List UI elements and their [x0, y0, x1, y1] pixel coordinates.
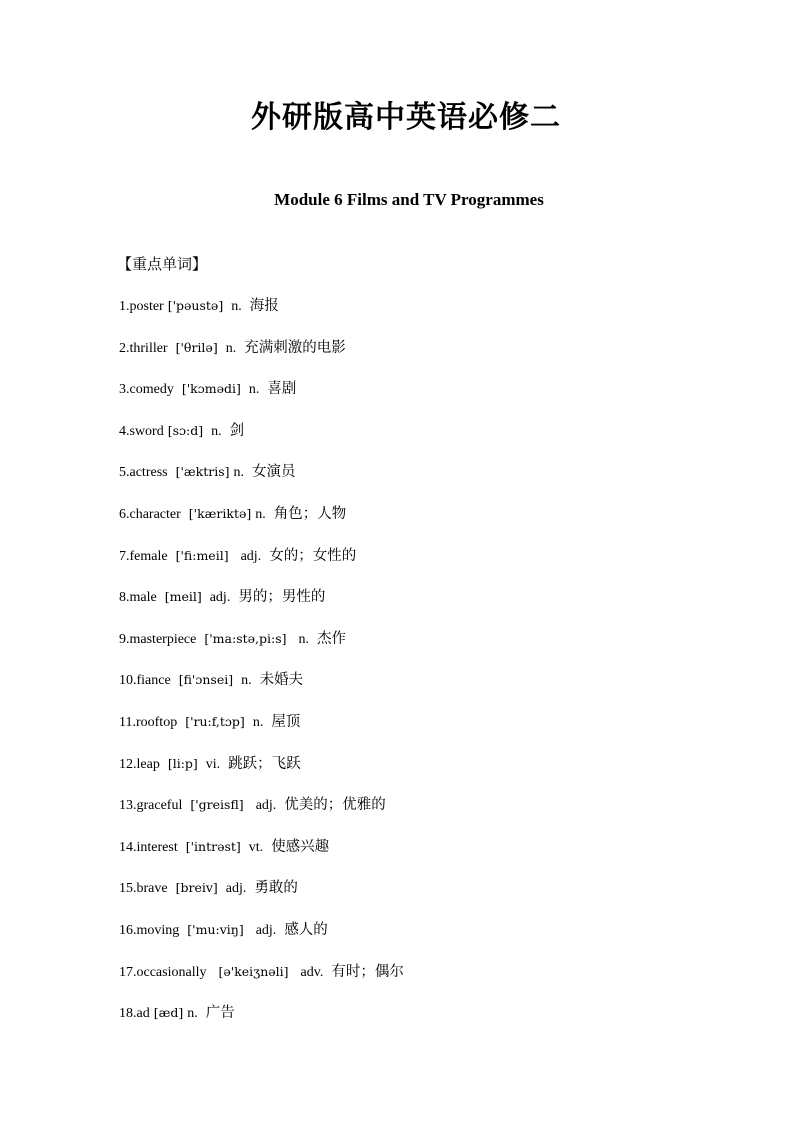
vocab-item [119, 460, 404, 502]
vocab-item [119, 960, 404, 1002]
vocab-item [119, 377, 404, 419]
vocab-phonetic: ['kæriktə] [188, 505, 252, 521]
vocab-item [119, 876, 404, 918]
vocab-term: 4.sword [119, 423, 164, 439]
vocab-term: 7.female [119, 548, 168, 564]
vocab-meaning: 男的；男性的 [238, 589, 326, 606]
vocab-item [119, 752, 404, 794]
vocab-part-of-speech: adj. [225, 881, 247, 897]
vocab-item [119, 835, 404, 877]
vocab-part-of-speech: adj. [255, 922, 277, 938]
vocab-term: 10.fiance [119, 673, 171, 689]
vocab-term: 5.actress [119, 465, 168, 481]
vocab-item [119, 419, 404, 461]
vocab-meaning: 屋顶 [271, 713, 301, 730]
vocab-phonetic: [sɔ:d] [167, 422, 204, 438]
vocab-phonetic: ['ma:stə,pi:s] [204, 630, 287, 646]
vocab-meaning: 未婚夫 [259, 672, 304, 689]
vocab-phonetic: ['θrilə] [175, 339, 218, 355]
vocab-phonetic: [æd] [153, 1005, 184, 1021]
vocab-phonetic: ['mu:viŋ] [187, 921, 244, 937]
vocab-item [119, 793, 404, 835]
vocab-meaning: 优美的；优雅的 [284, 797, 386, 814]
vocab-meaning: 使感兴趣 [271, 838, 330, 855]
vocab-phonetic: ['pəustə] [167, 298, 224, 313]
vocab-meaning: 跳跃；飞跃 [228, 755, 301, 772]
vocab-part-of-speech: n. [211, 423, 222, 439]
vocab-term: 1.poster [119, 299, 164, 314]
vocab-phonetic: ['fi:meil] [175, 547, 229, 563]
vocab-term: 6.character [119, 506, 181, 522]
vocab-term: 9.masterpiece [119, 631, 197, 647]
vocab-part-of-speech: adj. [209, 590, 231, 606]
vocab-item [119, 627, 404, 669]
vocab-meaning: 充满刺激的电影 [244, 339, 346, 356]
vocab-part-of-speech: vt. [248, 839, 264, 855]
vocab-item [119, 710, 404, 752]
vocab-item [119, 336, 404, 378]
vocab-phonetic: [meil] [164, 589, 202, 605]
document-title: 外研版高中英语必修二 [251, 100, 561, 135]
vocab-term: 8.male [119, 590, 157, 606]
vocab-phonetic: ['kɔmədi] [181, 381, 241, 397]
module-subtitle: Module 6 Films and TV Programmes [274, 190, 544, 209]
vocab-item [119, 294, 404, 336]
vocab-phonetic: [li:p] [167, 755, 198, 771]
vocab-part-of-speech: adj. [240, 548, 262, 564]
vocab-part-of-speech: n. [233, 465, 245, 481]
vocab-meaning: 女演员 [252, 464, 296, 481]
vocab-meaning: 杰作 [317, 630, 347, 647]
vocab-item [119, 585, 404, 627]
vocab-item [119, 668, 404, 710]
vocab-meaning: 勇敢的 [254, 880, 298, 897]
vocab-phonetic: ['greisfl] [190, 797, 244, 813]
vocab-term: 13.graceful [119, 798, 183, 814]
vocab-term: 16.moving [119, 922, 180, 938]
vocab-term: 14.interest [119, 839, 178, 855]
vocab-part-of-speech: n. [241, 673, 252, 689]
vocab-phonetic: [fi'ɔnsei] [178, 672, 234, 688]
vocab-phonetic: ['ru:f,tɔp] [185, 713, 245, 729]
vocab-part-of-speech: n. [225, 340, 237, 356]
vocab-part-of-speech: n. [252, 714, 264, 730]
vocab-phonetic: [breiv] [175, 880, 218, 896]
vocab-term: 11.rooftop [119, 714, 178, 730]
vocab-part-of-speech: n. [231, 299, 242, 314]
vocab-meaning: 海报 [249, 298, 279, 314]
vocabulary-list [119, 294, 404, 1043]
vocab-term: 17.occasionally [119, 964, 207, 980]
vocab-item [119, 502, 404, 544]
vocab-phonetic: [ə'keiʒnəli] [218, 963, 289, 979]
vocab-term: 3.comedy [119, 382, 174, 398]
vocab-phonetic: ['intrəst] [185, 838, 241, 854]
vocab-part-of-speech: n. [248, 382, 260, 398]
vocab-meaning: 喜剧 [267, 381, 297, 398]
vocab-meaning: 女的；女性的 [269, 547, 357, 564]
vocab-term: 2.thriller [119, 340, 168, 356]
vocab-meaning: 角色；人物 [273, 505, 347, 522]
vocab-part-of-speech: vi. [205, 756, 221, 772]
vocab-term: 12.leap [119, 756, 160, 772]
vocab-part-of-speech: n. [187, 1006, 198, 1022]
vocab-part-of-speech: n. [298, 631, 310, 647]
vocab-meaning: 剑 [229, 422, 245, 439]
vocab-meaning: 感人的 [284, 921, 328, 938]
vocab-part-of-speech: adj. [255, 798, 277, 814]
vocab-item [119, 1001, 404, 1043]
vocab-meaning: 广告 [205, 1005, 235, 1022]
vocab-item [119, 918, 404, 960]
vocab-term: 18.ad [119, 1006, 150, 1022]
vocab-phonetic: ['æktris] [175, 464, 230, 480]
vocab-part-of-speech: n. [255, 506, 266, 522]
vocab-term: 15.brave [119, 881, 168, 897]
vocab-part-of-speech: adv. [300, 964, 324, 980]
vocab-item [119, 544, 404, 586]
vocab-meaning: 有时；偶尔 [331, 963, 404, 980]
section-heading-key-words: 【重点单词】 [117, 255, 208, 273]
